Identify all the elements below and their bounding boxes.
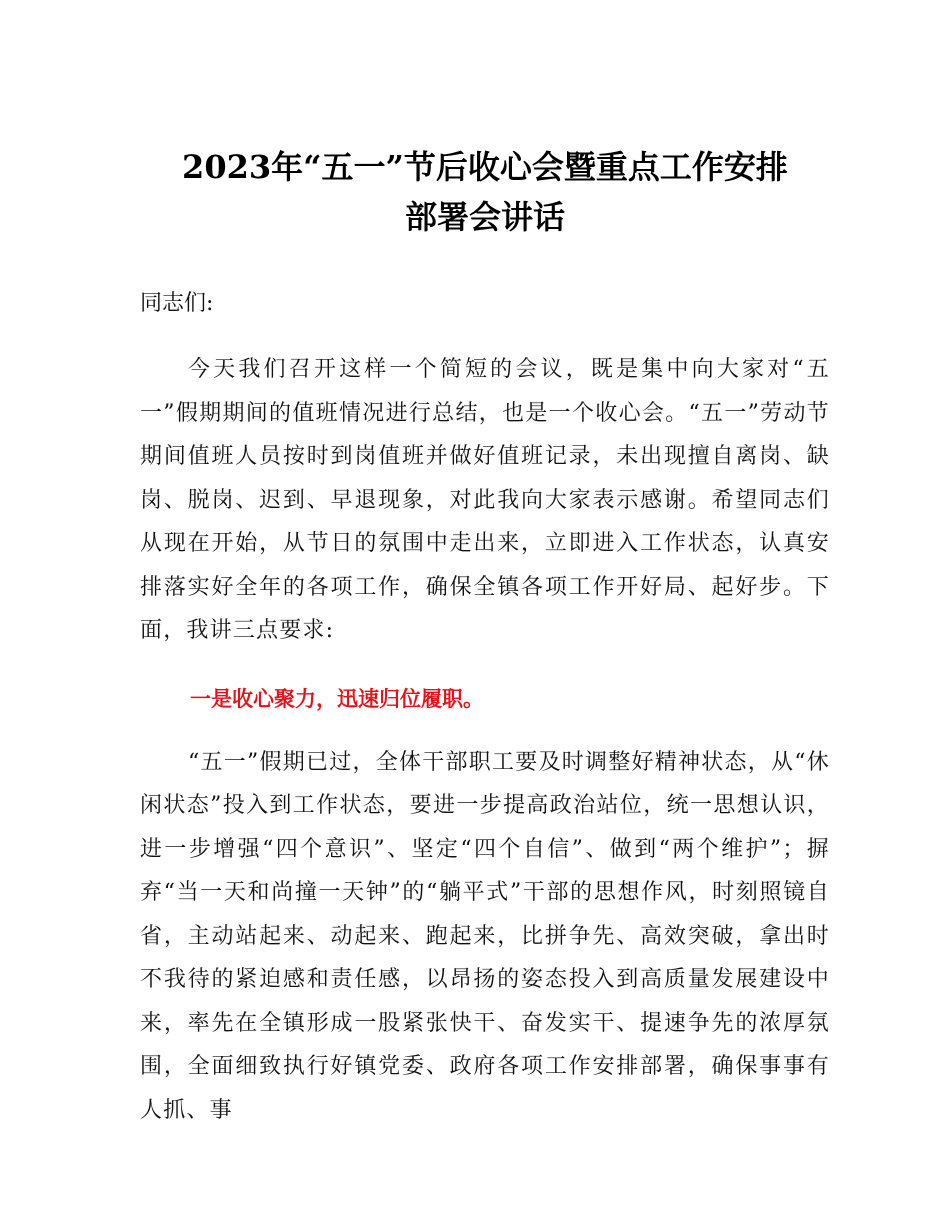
- body-paragraph-1: 今天我们召开这样一个简短的会议，既是集中向大家对“五一”假期期间的值班情况进行总结，也是一个收心会。“五一”劳动节期间值班人员按时到岗值班并做好值班记录，未出现擅自离岗、缺岗、脱岗、迟到、早退现象，对此我向大家表示感谢。希望同志们从现在开始，从节日的氛围中走出来，立即进入工作状态，认真安排落实好全年的各项工作，确保全镇各项工作开好局、起好步。下面，我讲三点要求:: [140, 357, 830, 643]
- body-paragraph-2: “五一”假期已过，全体干部职工要及时调整好精神状态，从“休闲状态”投入到工作状态，要进一步提高政治站位，统一思想认识，进一步增强“四个意识”、坚定“四个自信”、做到“两个维护”；摒弃“当一天和尚撞一天钟”的“躺平式”干部的思想作风，时刻照镜自省，主动站起来、动起来、跑起来，比拼争先、高效突破，拿出时不我待的紧迫感和责任感，以昂扬的姿态投入到高质量发展建设中来，率先在全镇形成一股紧张快干、奋发实干、提速争先的浓厚氛围，全面细致执行好镇党委、政府各项工作安排部署，确保事事有人抓、事: [140, 749, 830, 1123]
- section-heading-1: 一是收心聚力，迅速归位履职。: [190, 686, 484, 711]
- title-line-2: 部署会讲话: [404, 198, 565, 236]
- title-line-1: 2023年“五一”节后收心会暨重点工作安排: [182, 148, 788, 186]
- document-title: [140, 142, 830, 242]
- salutation: 同志们:: [140, 291, 214, 316]
